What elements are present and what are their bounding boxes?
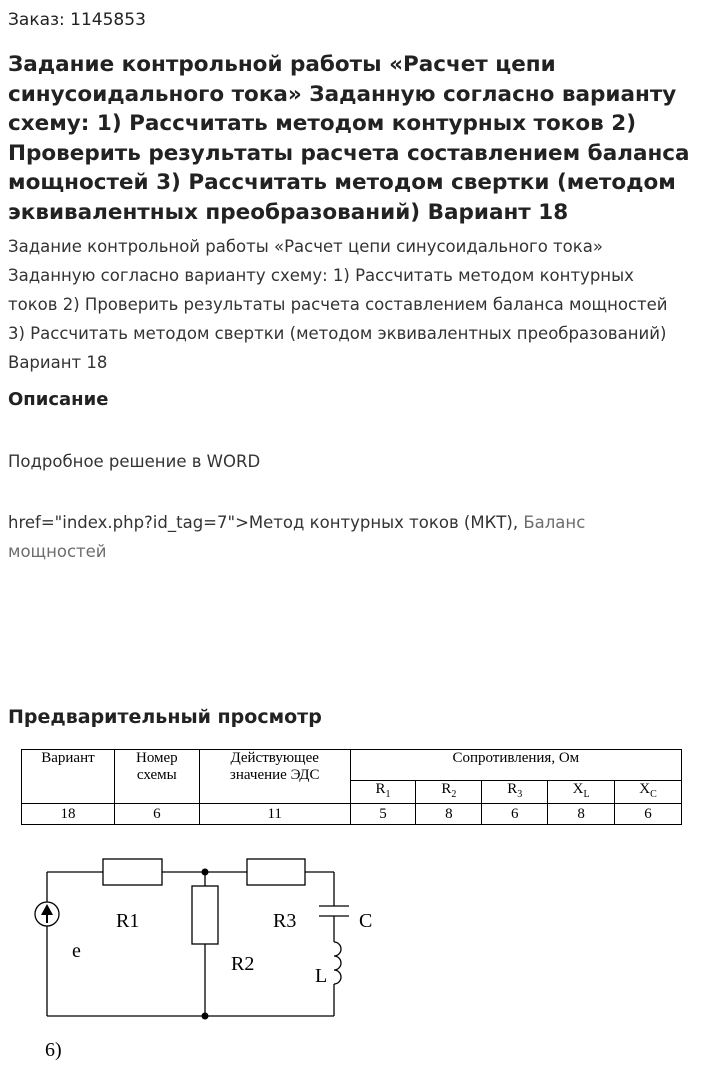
col-xc: $X_C$ [615,781,682,804]
order-number: Заказ: 1145853 [8,10,146,30]
page-title: Задание контрольной работы «Расчет цепи синусоидального тока» Заданную согласно варианту схему: 1) Рассчитать методом контурных токов 2) Проверить результаты расчета составлением баланса мощностей 3) Рассчитать методом свертки (методом эквивалентных преобразований) Вариант 18 [8,52,690,225]
col-scheme: Номер схемы [114,750,199,804]
cell-scheme: 6 [114,804,199,825]
power-balance-link[interactable]: Баланс мощностей [8,513,586,561]
variant-table [21,749,682,825]
table-header-row [22,750,682,781]
label-r1: R1 [116,910,140,932]
links-prefix-text: href="index.php?id_tag=7">Метод контурных токов (МКТ), [8,513,524,532]
cell-r2: 8 [416,804,482,825]
cell-variant: 18 [22,804,115,825]
col-r2: $R_2$ [416,781,482,804]
description-heading: Описание [8,389,109,410]
word-note: Подробное решение в WORD [8,452,261,471]
label-l: L [315,965,328,987]
r3-resistor [247,859,305,885]
col-r1: $R_1$ [350,781,416,804]
col-resistances: Сопротивления, Ом [350,750,681,781]
r2-resistor [192,886,218,944]
table-row [22,804,682,825]
preview-heading: Предварительный просмотр [8,706,322,728]
emf-arrow-stem [46,914,48,923]
lead-text: Задание контрольной работы «Расчет цепи синусоидального тока» Заданную согласно варианту схему: 1) Рассчитать методом контурных токов 2) Проверить результаты расчета составлением баланса мощностей 3) Рассчитать методом свертки (методом эквивалентных преобразований) Вариант 18 [8,237,668,372]
label-c: C [359,910,373,932]
label-r3: R3 [273,910,297,932]
inductor-coil [334,942,341,984]
label-caption: 6) [45,1039,62,1061]
cell-r1: 5 [350,804,416,825]
col-xl: $X_L$ [548,781,615,804]
cell-r3: 6 [482,804,548,825]
node-top [202,869,209,876]
label-r2: R2 [231,953,255,975]
circuit-diagram [0,840,400,1072]
cell-xl: 8 [548,804,615,825]
cell-emf: 11 [199,804,350,825]
tag-links [8,508,678,566]
col-emf: Действующее значение ЭДС [199,750,350,804]
label-e: e [72,940,81,962]
cell-xc: 6 [615,804,682,825]
col-variant: Вариант [22,750,115,804]
col-r3: $R_3$ [482,781,548,804]
node-bottom [202,1013,209,1020]
r1-resistor [103,859,162,885]
